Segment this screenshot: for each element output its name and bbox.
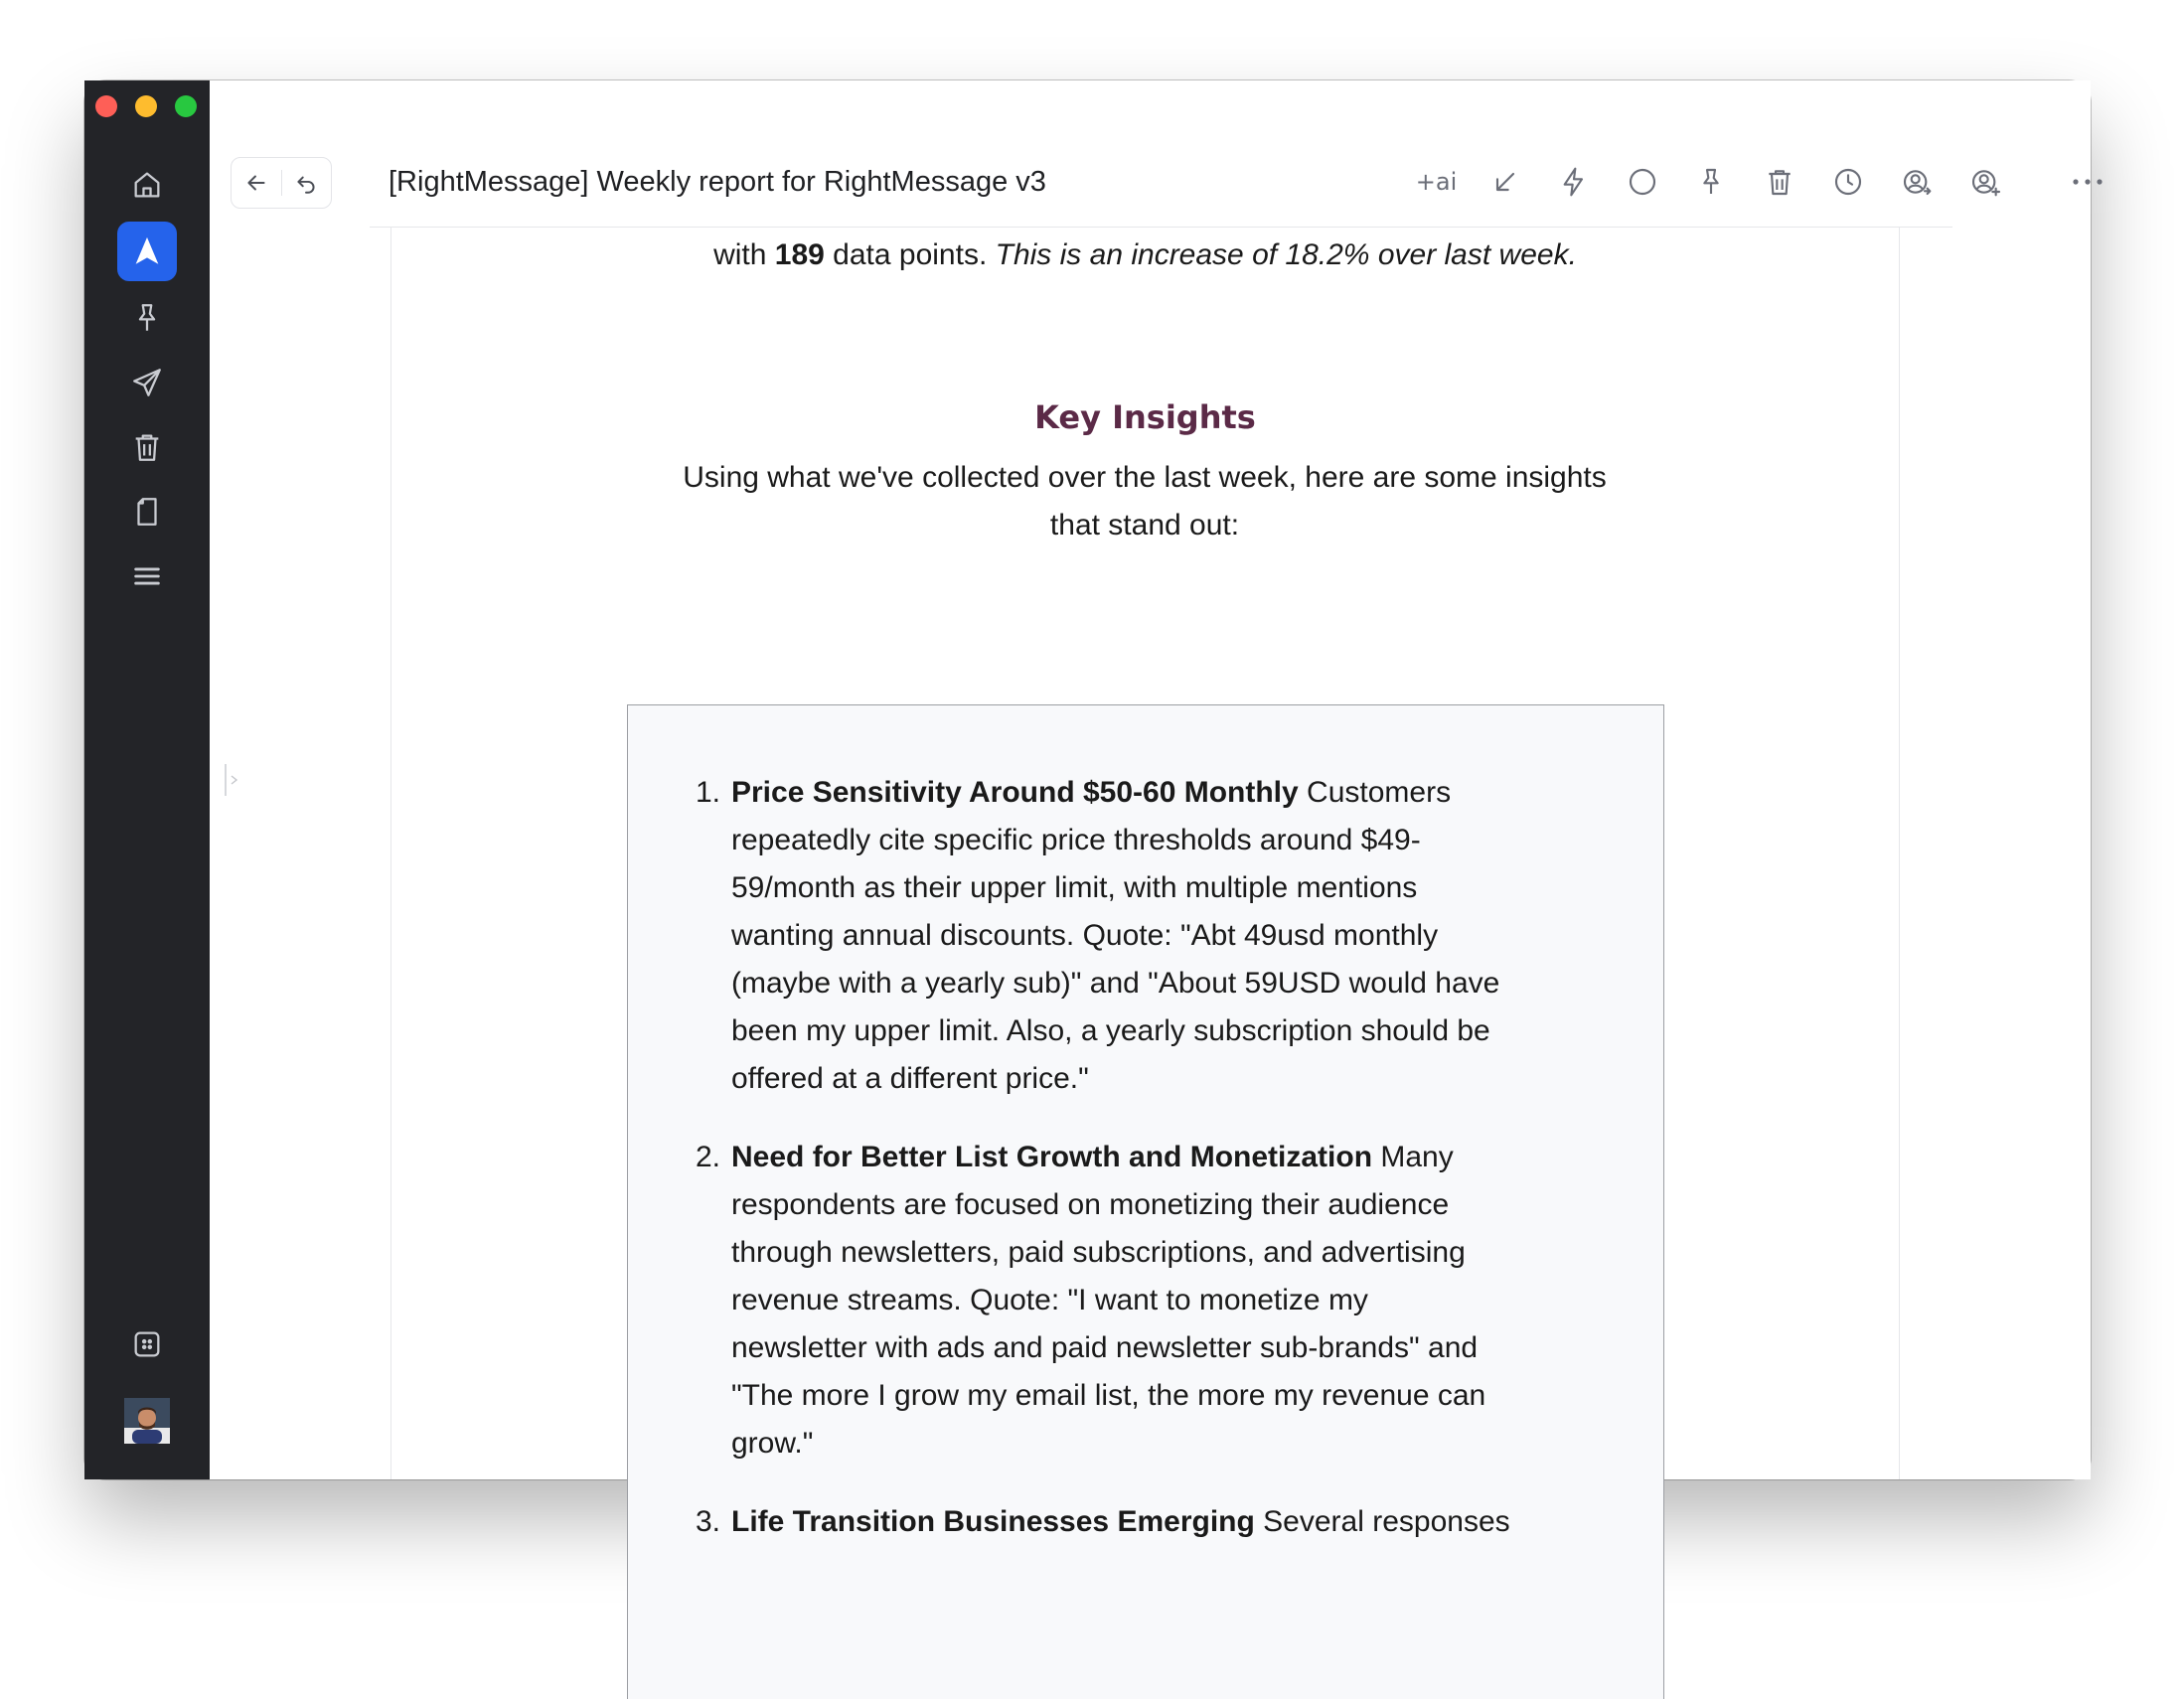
ai-label: +ai [1415,168,1458,196]
avatar[interactable] [124,1398,170,1444]
bolt-icon [1558,166,1590,198]
data-point-count: 189 [774,238,825,271]
quick-action-button[interactable] [1539,160,1608,204]
undo-button[interactable] [281,158,331,208]
increase-note: This is an increase of 18.2% over last week. [995,238,1577,271]
email-subject: [RightMessage] Weekly report for RightMessage v3 [389,166,1046,198]
pin-icon [1695,166,1727,198]
navigation-buttons [231,157,332,209]
snooze-button[interactable] [1813,160,1882,204]
add-contact-icon [1969,166,2001,198]
paper-plane-icon [130,366,164,399]
insight-title: Need for Better List Growth and Monetization [731,1141,1373,1173]
document-icon [130,495,164,529]
more-button[interactable] [2058,160,2117,204]
main-pane [210,80,2091,1538]
toolbar [1402,160,2019,204]
reply-button[interactable] [1471,160,1539,204]
minimize-window-button[interactable] [135,95,157,117]
sidebar-item-compose[interactable] [117,222,177,281]
close-window-button[interactable] [95,95,117,117]
add-contact-button[interactable] [1950,160,2019,204]
trash-icon [1764,166,1795,198]
pin-icon [130,301,164,335]
calculator-icon [130,1327,164,1361]
navigation-arrow-icon [130,234,164,268]
sidebar-item-calculator[interactable] [117,1314,177,1374]
undo-icon [293,170,319,196]
forward-contact-button[interactable] [1882,160,1950,204]
clock-icon [1832,166,1864,198]
sidebar-item-drafts[interactable] [117,482,177,541]
sidebar [84,80,210,1479]
pin-button[interactable] [1676,160,1745,204]
sidebar-item-trash[interactable] [117,417,177,477]
section-intro: Using what we've collected over the last week, here are some insights that stand out: [683,461,1607,541]
ai-button[interactable] [1402,160,1471,204]
sidebar-item-pinned[interactable] [117,288,177,348]
app-window [84,80,2091,1538]
trash-icon [130,430,164,464]
insight-title: Price Sensitivity Around $50-60 Monthly [731,776,1299,809]
forward-contact-icon [1901,166,1933,198]
list-item: 1. Price Sensitivity Around $50-60 Monthly Customers repeatedly cite specific price thresholds around $49- 59/month as their upper limit, with multiple mentions wanting annual discounts. Quote: "Abt 49usd monthly (maybe with a yearly sub)" and "About 59USD would have been my upper limit. Also, a yearly subscription should be offered at a different price." [696,776,1500,1095]
section-heading: Key Insights [1034,398,1256,436]
back-button[interactable] [232,158,281,208]
delete-button[interactable] [1745,160,1813,204]
email-body [390,228,1900,1538]
mark-done-button[interactable] [1608,160,1676,204]
list-item: 2. Need for Better List Growth and Monetization Many respondents are focused on monetizing their audience through newsletters, paid subscriptions, and advertising revenue streams. Quote: "I want to monetize my newsletter with ads and paid newsletter sub-brands" and "The more I grow my email list, the more my revenue can grow." [696,1141,1486,1460]
sidebar-item-sent[interactable] [117,353,177,412]
more-icon [2071,178,2105,186]
circle-icon [1627,166,1658,198]
sidebar-item-menu[interactable] [117,546,177,606]
insights-box [627,704,1664,1699]
reply-icon [1489,166,1521,198]
arrow-left-icon [243,170,269,196]
insight-title: Life Transition Businesses Emerging [731,1505,1255,1538]
chevron-right-icon [224,762,241,798]
sidebar-item-home[interactable] [117,155,177,215]
zoom-window-button[interactable] [175,95,197,117]
hamburger-menu-icon [130,559,164,593]
list-item: 3. Life Transition Businesses Emerging Several responses [696,1505,1510,1538]
home-icon [130,168,164,202]
collapse-handle[interactable] [224,762,241,798]
intro-text: with 189 data points. This is an increase of 18.2% over last week. [713,238,1577,271]
